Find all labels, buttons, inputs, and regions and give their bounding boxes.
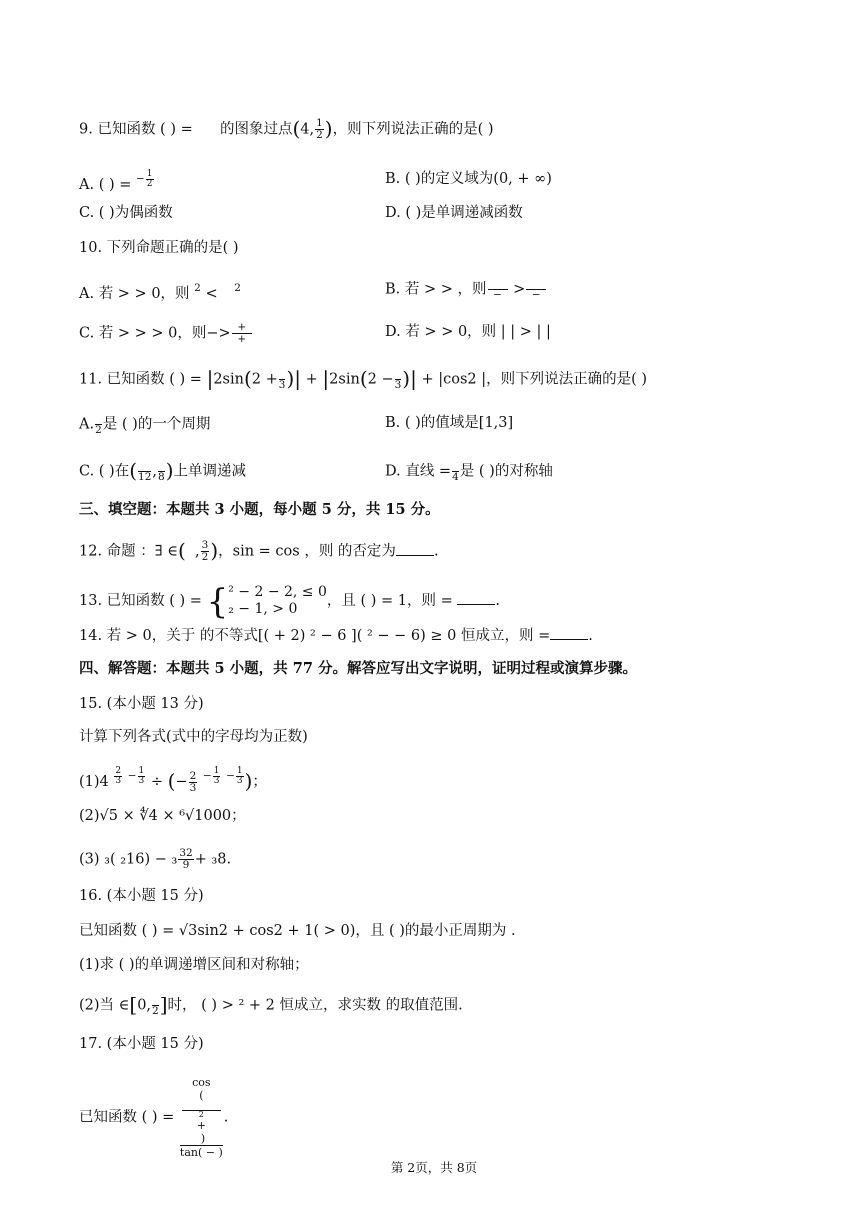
q17-stem: 已知函数 ( ) = cos ( 2 + ) tan( − ) . (79, 1076, 229, 1159)
q10-option-c-pre: C. 若 > > > 0，则−> (79, 325, 231, 342)
q16-part2-pre: (2)当 ∈ (79, 997, 130, 1014)
q9-option-c: C. ( )为偶函数 (79, 205, 173, 221)
q15-part1-pre: (1)4 (79, 774, 109, 790)
q11-option-c-pre: C. ( )在 (79, 463, 130, 480)
q16-heading: 16. (本小题 15 分) (79, 888, 204, 904)
q10-stem: 10. 下列命题正确的是( ) (79, 240, 239, 256)
q9-option-a-exp: − 1 2 (135, 168, 153, 189)
q9-option-a-text: A. ( ) = (79, 177, 132, 193)
q13-piecewise: ² − 2 − 2, ≤ 0 ₂ − 1, > 0 (228, 584, 327, 617)
q9-point-x: 4, (300, 121, 315, 138)
q11-option-d-post: 是 ( )的对称轴 (459, 463, 553, 480)
q16-part2-post: 时， ( ) > ² + 2 恒成立，求实数 的取值范围. (167, 997, 463, 1014)
q11-option-a-text: 是 ( )的一个周期 (102, 416, 211, 433)
q10-option-a-pre: A. 若 > > 0，则 (79, 286, 190, 302)
q15-heading: 15. (本小题 13 分) (79, 696, 204, 712)
q15-intro: 计算下列各式(式中的字母均为正数) (79, 729, 308, 745)
section-3-heading: 三、填空题：本题共 3 小题，每小题 5 分，共 15 分。 (79, 501, 440, 518)
q15-part1: (1)4 $^{\frac{2}{3}}$ $^{- \frac{1}{3}}$ ÷ (− $\frac{2}{3}$ $^{- \frac{1}{3}}$ $^{- \frac{1}{3}}$ )； (79, 765, 267, 794)
q9-stem-b: 的图象过点 (219, 121, 293, 138)
q13: 13. 已知函数 ( ) = { ² − 2 − 2, ≤ 0 ₂ − 1, > 0 ，且 ( ) = 1，则 = . (79, 582, 501, 622)
q11-option-b: B. ( )的值域是[1,3] (385, 415, 514, 431)
q10-option-d: D. 若 > > 0，则 | | > | | (385, 324, 551, 340)
q12-pre: 12. 命题 ：∃ ∈ (79, 543, 178, 560)
q11-term2: 2sin (329, 371, 360, 388)
q9-stem-c: ，则下列说法正确的是( ) (332, 121, 494, 138)
q10-option-b-pre: B. 若 > > ，则 (385, 281, 487, 298)
q15-part1-div: ÷ (150, 774, 164, 790)
q12: 12. 命题 ：∃ ∈( , $\frac{3}{2}$ )，sin = cos ，则 的否定为 . (79, 538, 439, 563)
q17-stem-pre: 已知函数 ( ) = (79, 1109, 175, 1126)
q10-option-c-frac: $\frac{+}{+}$ (232, 322, 252, 345)
q15-part3-pre: (3) ₃( ₂16) − ₃ (79, 851, 178, 868)
q17-heading: 17. (本小题 15 分) (79, 1036, 204, 1052)
q11-inner2: 2 − (367, 371, 394, 388)
q9-option-a (79, 169, 155, 195)
q14: 14. 若 > 0，关于 的不等式[( + 2) ² − 6 ]( ² − − 6) ≥ 0 恒成立，则 = . (79, 625, 593, 646)
q13-post: ，且 ( ) = 1，则 = (326, 593, 453, 609)
q10-option-a-mid: < (200, 286, 218, 302)
q16-stem: 已知函数 ( ) = √3sin2 + cos2 + 1( > 0)，且 ( )的最小正周期为 . (79, 923, 516, 939)
q10-option-b: B. 若 > > ，则 − > − (385, 278, 547, 301)
q11-option-c-post: 上单调递减 (173, 463, 247, 480)
q10-option-c (79, 322, 253, 345)
q13-answer-blank (457, 590, 495, 605)
q10-option-b-gt: > (508, 281, 526, 298)
q11-inner1: 2 + (251, 371, 278, 388)
q15-part3-post: + ₃8. (194, 851, 232, 868)
q9-option-b: B. ( )的定义域为(0, + ∞) (385, 171, 552, 187)
q13-pre: 13. 已知函数 ( ) = (79, 593, 202, 609)
q10-option-a: A. 若 > > 0，则 $^2$ < $^2$ (79, 282, 241, 302)
q9-stem: 9. 已知函数 ( ) = 的图象过点(4, $\frac{1}{2}$ )，则下列说法正确的是( ) (79, 116, 494, 141)
section-4-heading: 四、解答题：本题共 5 小题，共 77 分。解答应写出文字说明，证明过程或演算步骤。 (79, 660, 637, 677)
q9-point-frac: $\frac{1}{2}$ (316, 117, 323, 141)
q15-part2: (2)√5 × ∜4 × ⁶√1000； (79, 808, 246, 824)
q11-option-d-pre: D. 直线 = (385, 463, 452, 480)
q12-answer-blank (396, 541, 434, 556)
q17-fraction: cos ( 2 + ) tan( − ) (179, 1076, 223, 1159)
q11-stem-pre: 11. 已知函数 ( ) = (79, 371, 202, 388)
q11-term3: + |cos2 |，则下列说法正确的是( ) (421, 371, 648, 388)
q9-option-d: D. ( )是单调递减函数 (385, 205, 523, 221)
q9-stem-a: 9. 已知函数 ( ) = (79, 121, 193, 138)
q11-option-a: A. 2 是 ( )的一个周期 (79, 413, 210, 436)
q12-post: ，sin = cos ，则 的否定为 (218, 543, 396, 560)
q11-option-d: D. 直线 = 4 是 ( )的对称轴 (385, 460, 553, 483)
q11-term1: 2sin (213, 371, 244, 388)
q14-answer-blank (550, 625, 588, 640)
q14-text: 14. 若 > 0，关于 的不等式[( + 2) ² − 6 ]( ² − − 6) ≥ 0 恒成立，则 = (79, 628, 551, 644)
q11-option-c: C. ( )在( 12 , 8 )上单调递减 (79, 458, 247, 483)
q16-part1: (1)求 ( )的单调递增区间和对称轴； (79, 957, 309, 973)
q16-part2: (2)当 ∈[0, 2 ]时， ( ) > ² + 2 恒成立，求实数 的取值范围. (79, 992, 463, 1017)
page-footer: 第 2页，共 8页 (390, 1160, 478, 1175)
q11-stem: 11. 已知函数 ( ) = |2sin(2 + 3 )| + |2sin(2 − 3 )| + |cos2 |，则下列说法正确的是( ) (79, 366, 648, 391)
q15-part3: (3) ₃( ₂16) − ₃ $\frac{32}{9}$ + ₃8. (79, 847, 232, 871)
